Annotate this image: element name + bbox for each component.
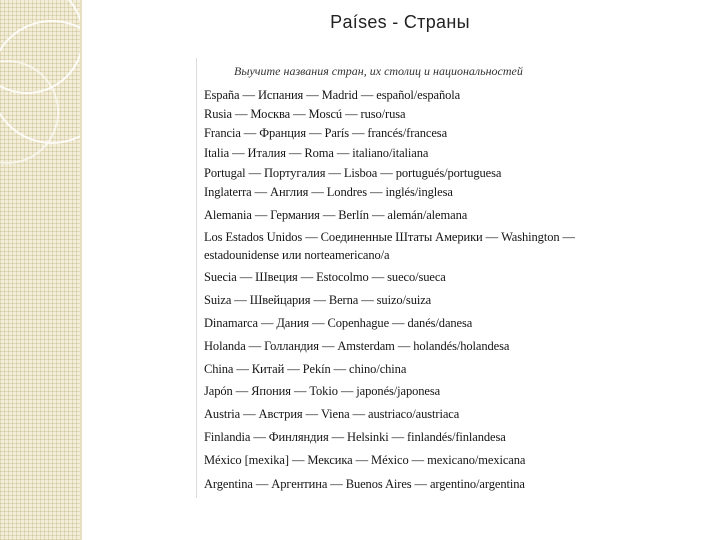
list-item: Los Estados Unidos — Соединенные Штаты Америки — Washington — <box>204 230 575 244</box>
list-item: China — Китай — Pekín — chino/china <box>204 362 407 376</box>
list-item: Argentina — Аргентина — Buenos Aires — argentino/argentina <box>204 477 525 491</box>
list-item: Dinamarca — Дания — Copenhague — danés/danesa <box>204 316 473 330</box>
list-item: México [mexika] — Мексика — México — mexicano/mexicana <box>204 453 526 467</box>
list-item: Finlandia — Финляндия — Helsinki — finlandés/finlandesa <box>204 430 506 444</box>
slide-title: Países - Страны <box>330 12 470 32</box>
list-item: Austria — Австрия — Viena — austriaco/austriaca <box>204 407 460 421</box>
list-item: España — Испания — Madrid — español/española <box>204 88 461 102</box>
list-item: Rusia — Москва — Moscú — ruso/rusa <box>204 107 406 121</box>
list-item: Alemania — Германия — Berlín — alemán/alemana <box>204 208 468 222</box>
list-item: Suiza — Швейцария — Berna — suizo/suiza <box>204 293 432 307</box>
list-item: Portugal — Португалия — Lisboa — portugués/portuguesa <box>204 166 502 180</box>
scan-edge <box>196 58 197 498</box>
decorative-side-band <box>0 0 80 540</box>
scanned-vocabulary-list <box>196 58 606 498</box>
list-item: Francia — Франция — París — francés/francesa <box>204 126 448 140</box>
list-heading: Выучите названия стран, их столиц и национальностей <box>234 64 523 78</box>
list-item: Inglaterra — Англия — Londres — inglés/inglesa <box>204 185 453 199</box>
list-item: Holanda — Голландия — Amsterdam — holandés/holandesa <box>204 339 510 353</box>
list-item: Suecia — Швеция — Estocolmo — sueco/sueca <box>204 270 446 284</box>
list-item: Italia — Италия — Roma — italiano/italiana <box>204 146 429 160</box>
list-item: estadounidense или norteamericano/a <box>204 248 390 262</box>
list-item: Japón — Япония — Tokio — japonés/japonesa <box>204 384 441 398</box>
band-divider <box>80 0 82 540</box>
